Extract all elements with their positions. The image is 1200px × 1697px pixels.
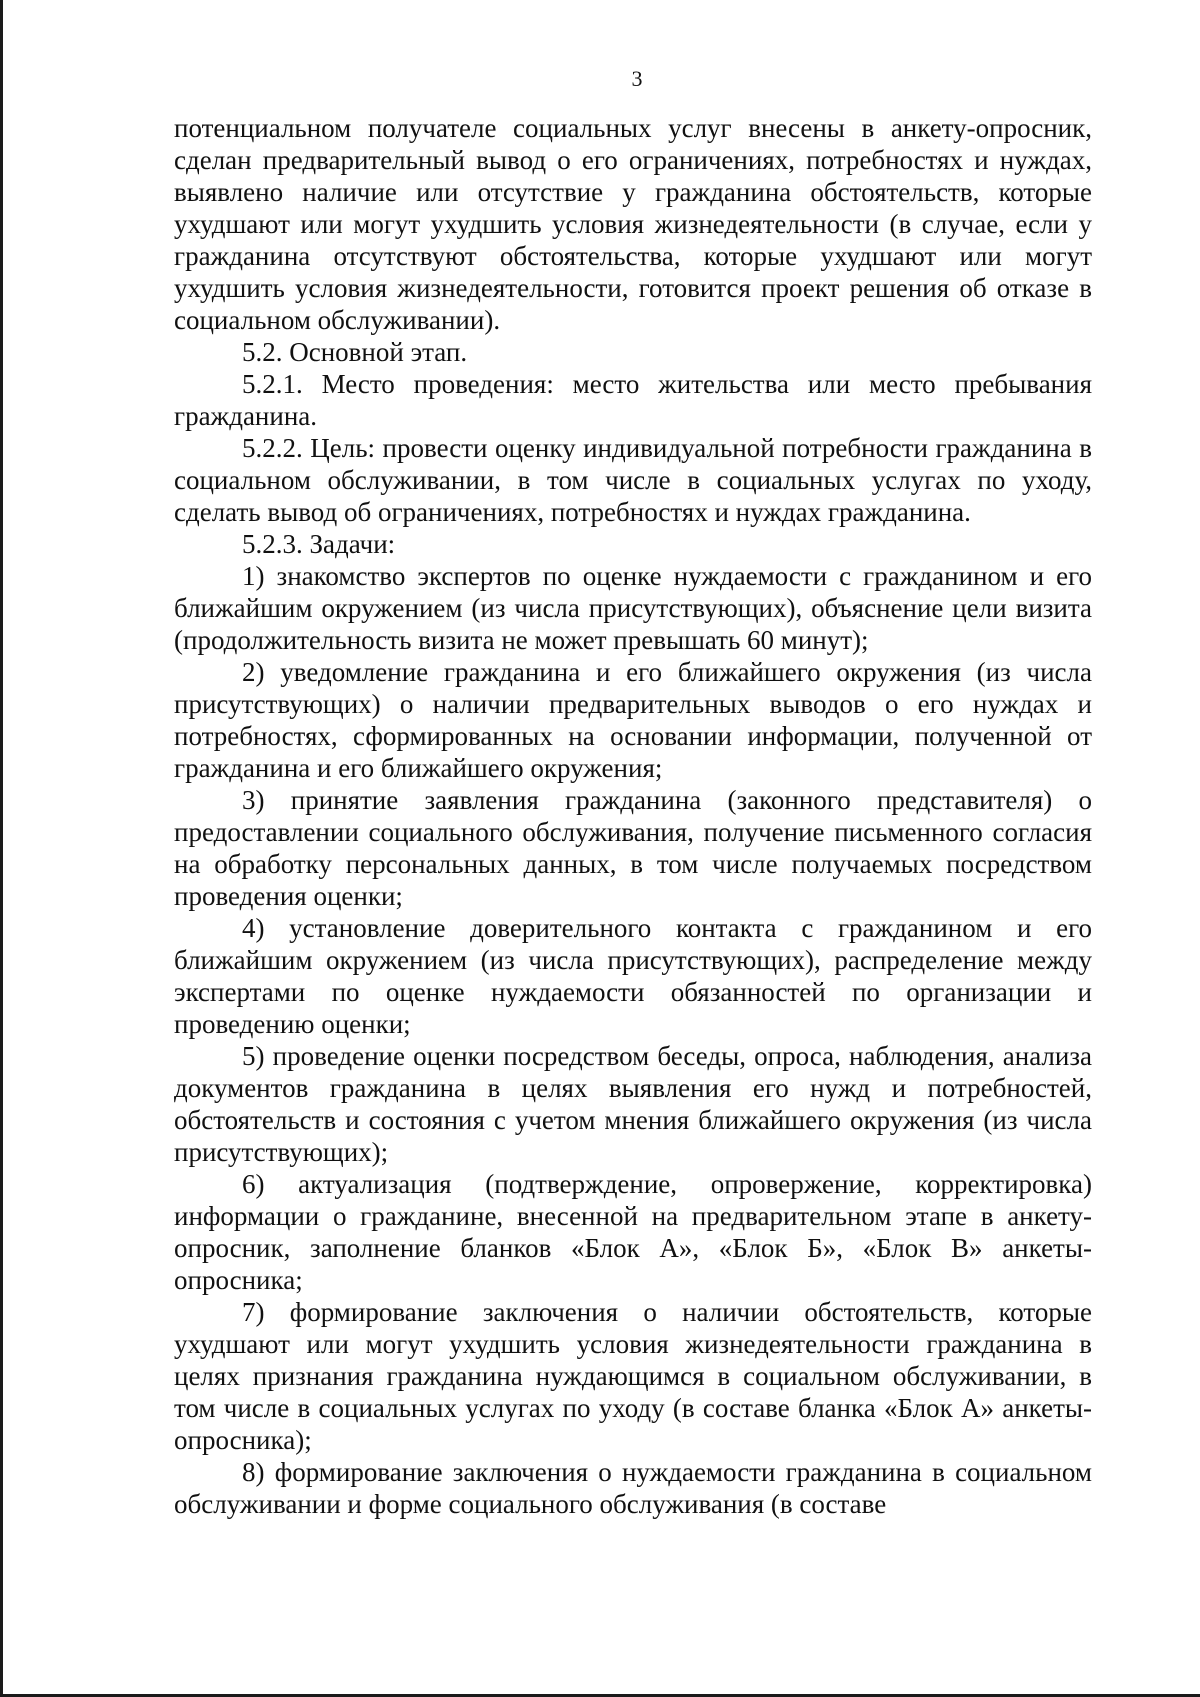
paragraph-task-6: 6) актуализация (подтверждение, опровержение, корректировка) информации о гражданине, внесенной на предварительном этапе в анкету-опросник, заполнение бланков «Блок А», «Блок Б», «Блок В» анкеты-опросника; <box>174 1169 1092 1295</box>
paragraph-task-2: 2) уведомление гражданина и его ближайшего окружения (из числа присутствующих) о наличии предварительных выводов о его нуждах и потребностях, сформированных на основании информации, полученной от гражданина и его ближайшего окружения; <box>174 657 1092 783</box>
paragraph-task-8: 8) формирование заключения о нуждаемости гражданина в социальном обслуживании и форме социального обслуживания (в составе <box>174 1457 1092 1519</box>
paragraph-task-4: 4) установление доверительного контакта с гражданином и его ближайшим окружением (из числа присутствующих), распределение между экспертами по оценке нуждаемости обязанностей по организации и проведению оценки; <box>174 913 1092 1039</box>
paragraph-task-1: 1) знакомство экспертов по оценке нуждаемости с гражданином и его ближайшим окружением (из числа присутствующих), объяснение цели визита (продолжительность визита не может превышать 60 минут); <box>174 561 1092 655</box>
paragraph-task-5: 5) проведение оценки посредством беседы, опроса, наблюдения, анализа документов гражданина в целях выявления его нужд и потребностей, обстоятельств и состояния с учетом мнения ближайшего окружения (из числа присутствующих); <box>174 1041 1092 1167</box>
paragraph-task-3: 3) принятие заявления гражданина (законного представителя) о предоставлении социального обслуживания, получение письменного согласия на обработку персональных данных, в том числе получаемых посредством проведения оценки; <box>174 785 1092 911</box>
document-body <box>174 112 1092 1520</box>
paragraph-continuation: потенциальном получателе социальных услуг внесены в анкету-опросник, сделан предварительный вывод о его ограничениях, потребностях и нуждах, выявлено наличие или отсутствие у гражданина обстоятельств, которые ухудшают или могут ухудшить условия жизнедеятельности (в случае, если у гражданина отсутствуют обстоятельства, которые ухудшают или могут ухудшить условия жизнедеятельности, готовится проект решения об отказе в социальном обслуживании). <box>174 113 1092 335</box>
scan-edge-left <box>0 0 3 1697</box>
paragraph-section-5-2-2: 5.2.2. Цель: провести оценку индивидуальной потребности гражданина в социальном обслуживании, в том числе в социальных услугах по уходу, сделать вывод об ограничениях, потребностях и нуждах гражданина. <box>174 433 1092 527</box>
paragraph-section-5-2: 5.2. Основной этап. <box>242 337 468 367</box>
paragraph-task-7: 7) формирование заключения о наличии обстоятельств, которые ухудшают или могут ухудшить условия жизнедеятельности гражданина в целях признания гражданина нуждающимся в социальном обслуживании, в том числе в социальных услугах по уходу (в составе бланка «Блок А» анкеты-опросника); <box>174 1297 1092 1455</box>
paragraph-section-5-2-1: 5.2.1. Место проведения: место жительства или место пребывания гражданина. <box>174 369 1092 431</box>
paragraph-section-5-2-3: 5.2.3. Задачи: <box>242 529 396 559</box>
page-number: 3 <box>631 66 643 91</box>
